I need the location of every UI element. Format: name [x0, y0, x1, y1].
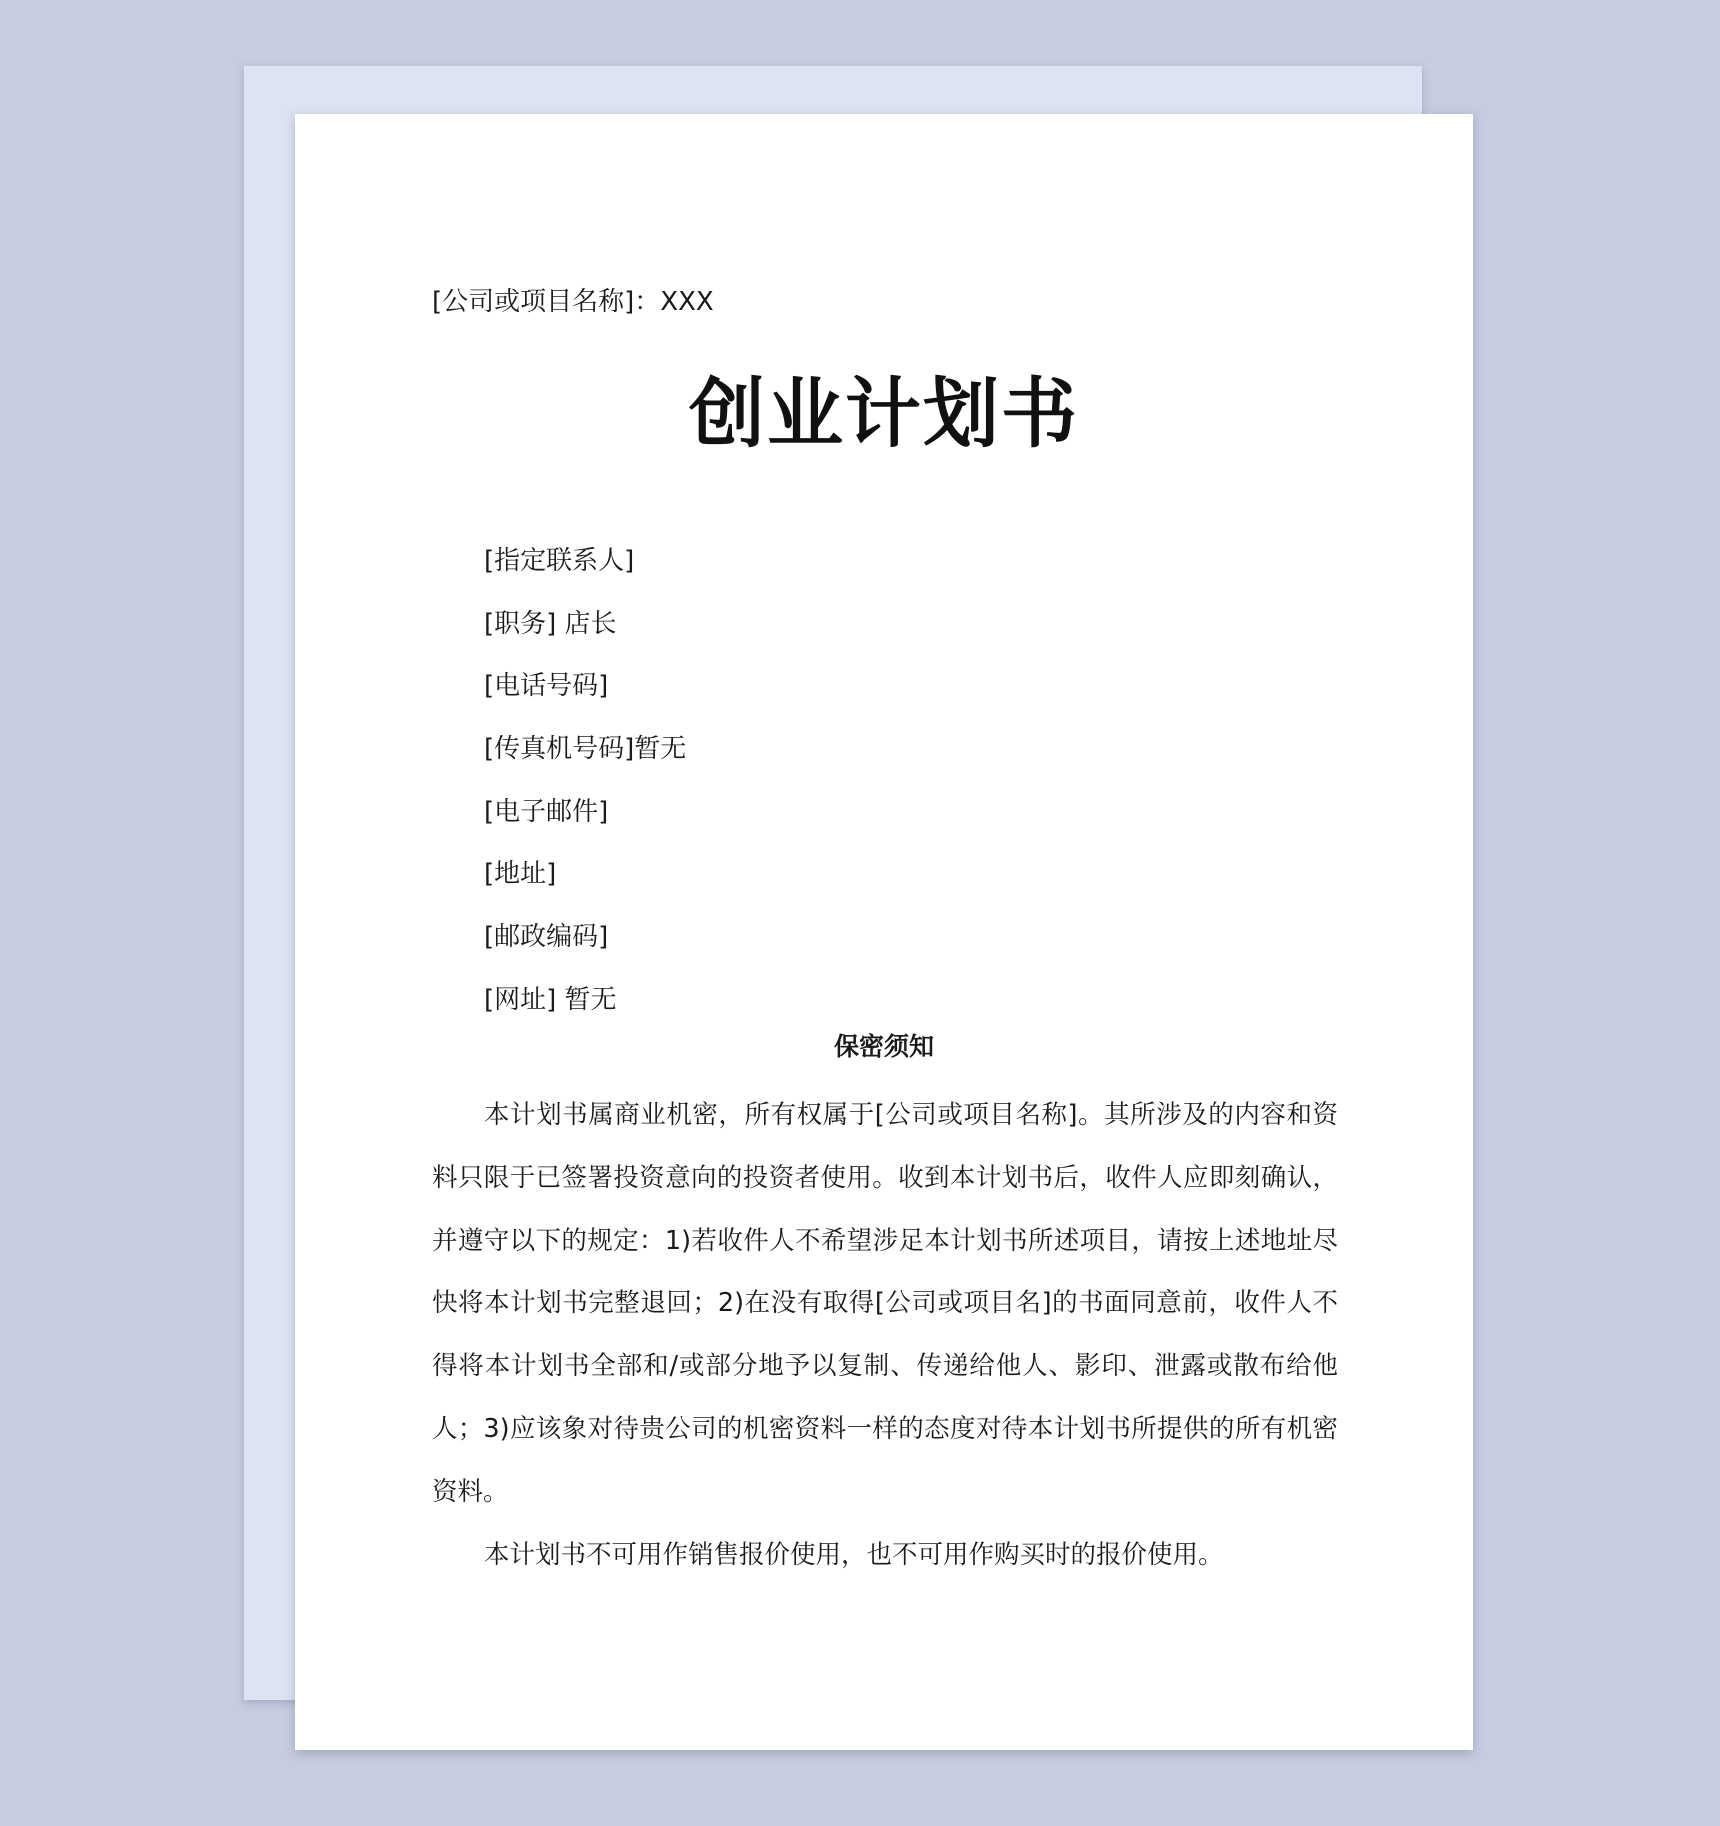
email-line: [电子邮件] [484, 796, 609, 827]
confidentiality-paragraph: 本计划书属商业机密，所有权属于[公司或项目名称]。其所涉及的内容和资料只限于已签署投资意向的投资者使用。收到本计划书后，收件人应即刻确认，并遵守以下的规定：1)若收件人不希望涉足本计划书所述项目，请按上述地址尽快将本计划书完整退回；2)在没有取得[公司或项目名]的书面同意前，收件人不得将本计划书全部和/或部分地予以复制、传递给他人、影印、泄露或散布给他人；3)应该象对待贵公司的机密资料一样的态度对待本计划书所提供的所有机密资料。 [432, 1100, 1338, 1507]
website-line: [网址] 暂无 [484, 984, 617, 1015]
company-name-line: [公司或项目名称]：XXX [432, 287, 714, 317]
contact-person-line: [指定联系人] [484, 546, 635, 576]
job-title-line: [职务] 店长 [484, 608, 617, 639]
document-title: 创业计划书 [689, 369, 1079, 458]
address-line: [地址] [484, 859, 557, 890]
confidentiality-body [432, 1084, 1338, 1586]
pricing-paragraph: 本计划书不可用作销售报价使用，也不可用作购买时的报价使用。 [484, 1539, 1224, 1570]
fax-line: [传真机号码]暂无 [484, 734, 687, 765]
document-page [295, 114, 1473, 1750]
contact-info-list [484, 530, 686, 1032]
phone-line: [电话号码] [484, 671, 609, 702]
postal-code-line: [邮政编码] [484, 922, 609, 953]
confidentiality-heading: 保密须知 [833, 1032, 934, 1061]
